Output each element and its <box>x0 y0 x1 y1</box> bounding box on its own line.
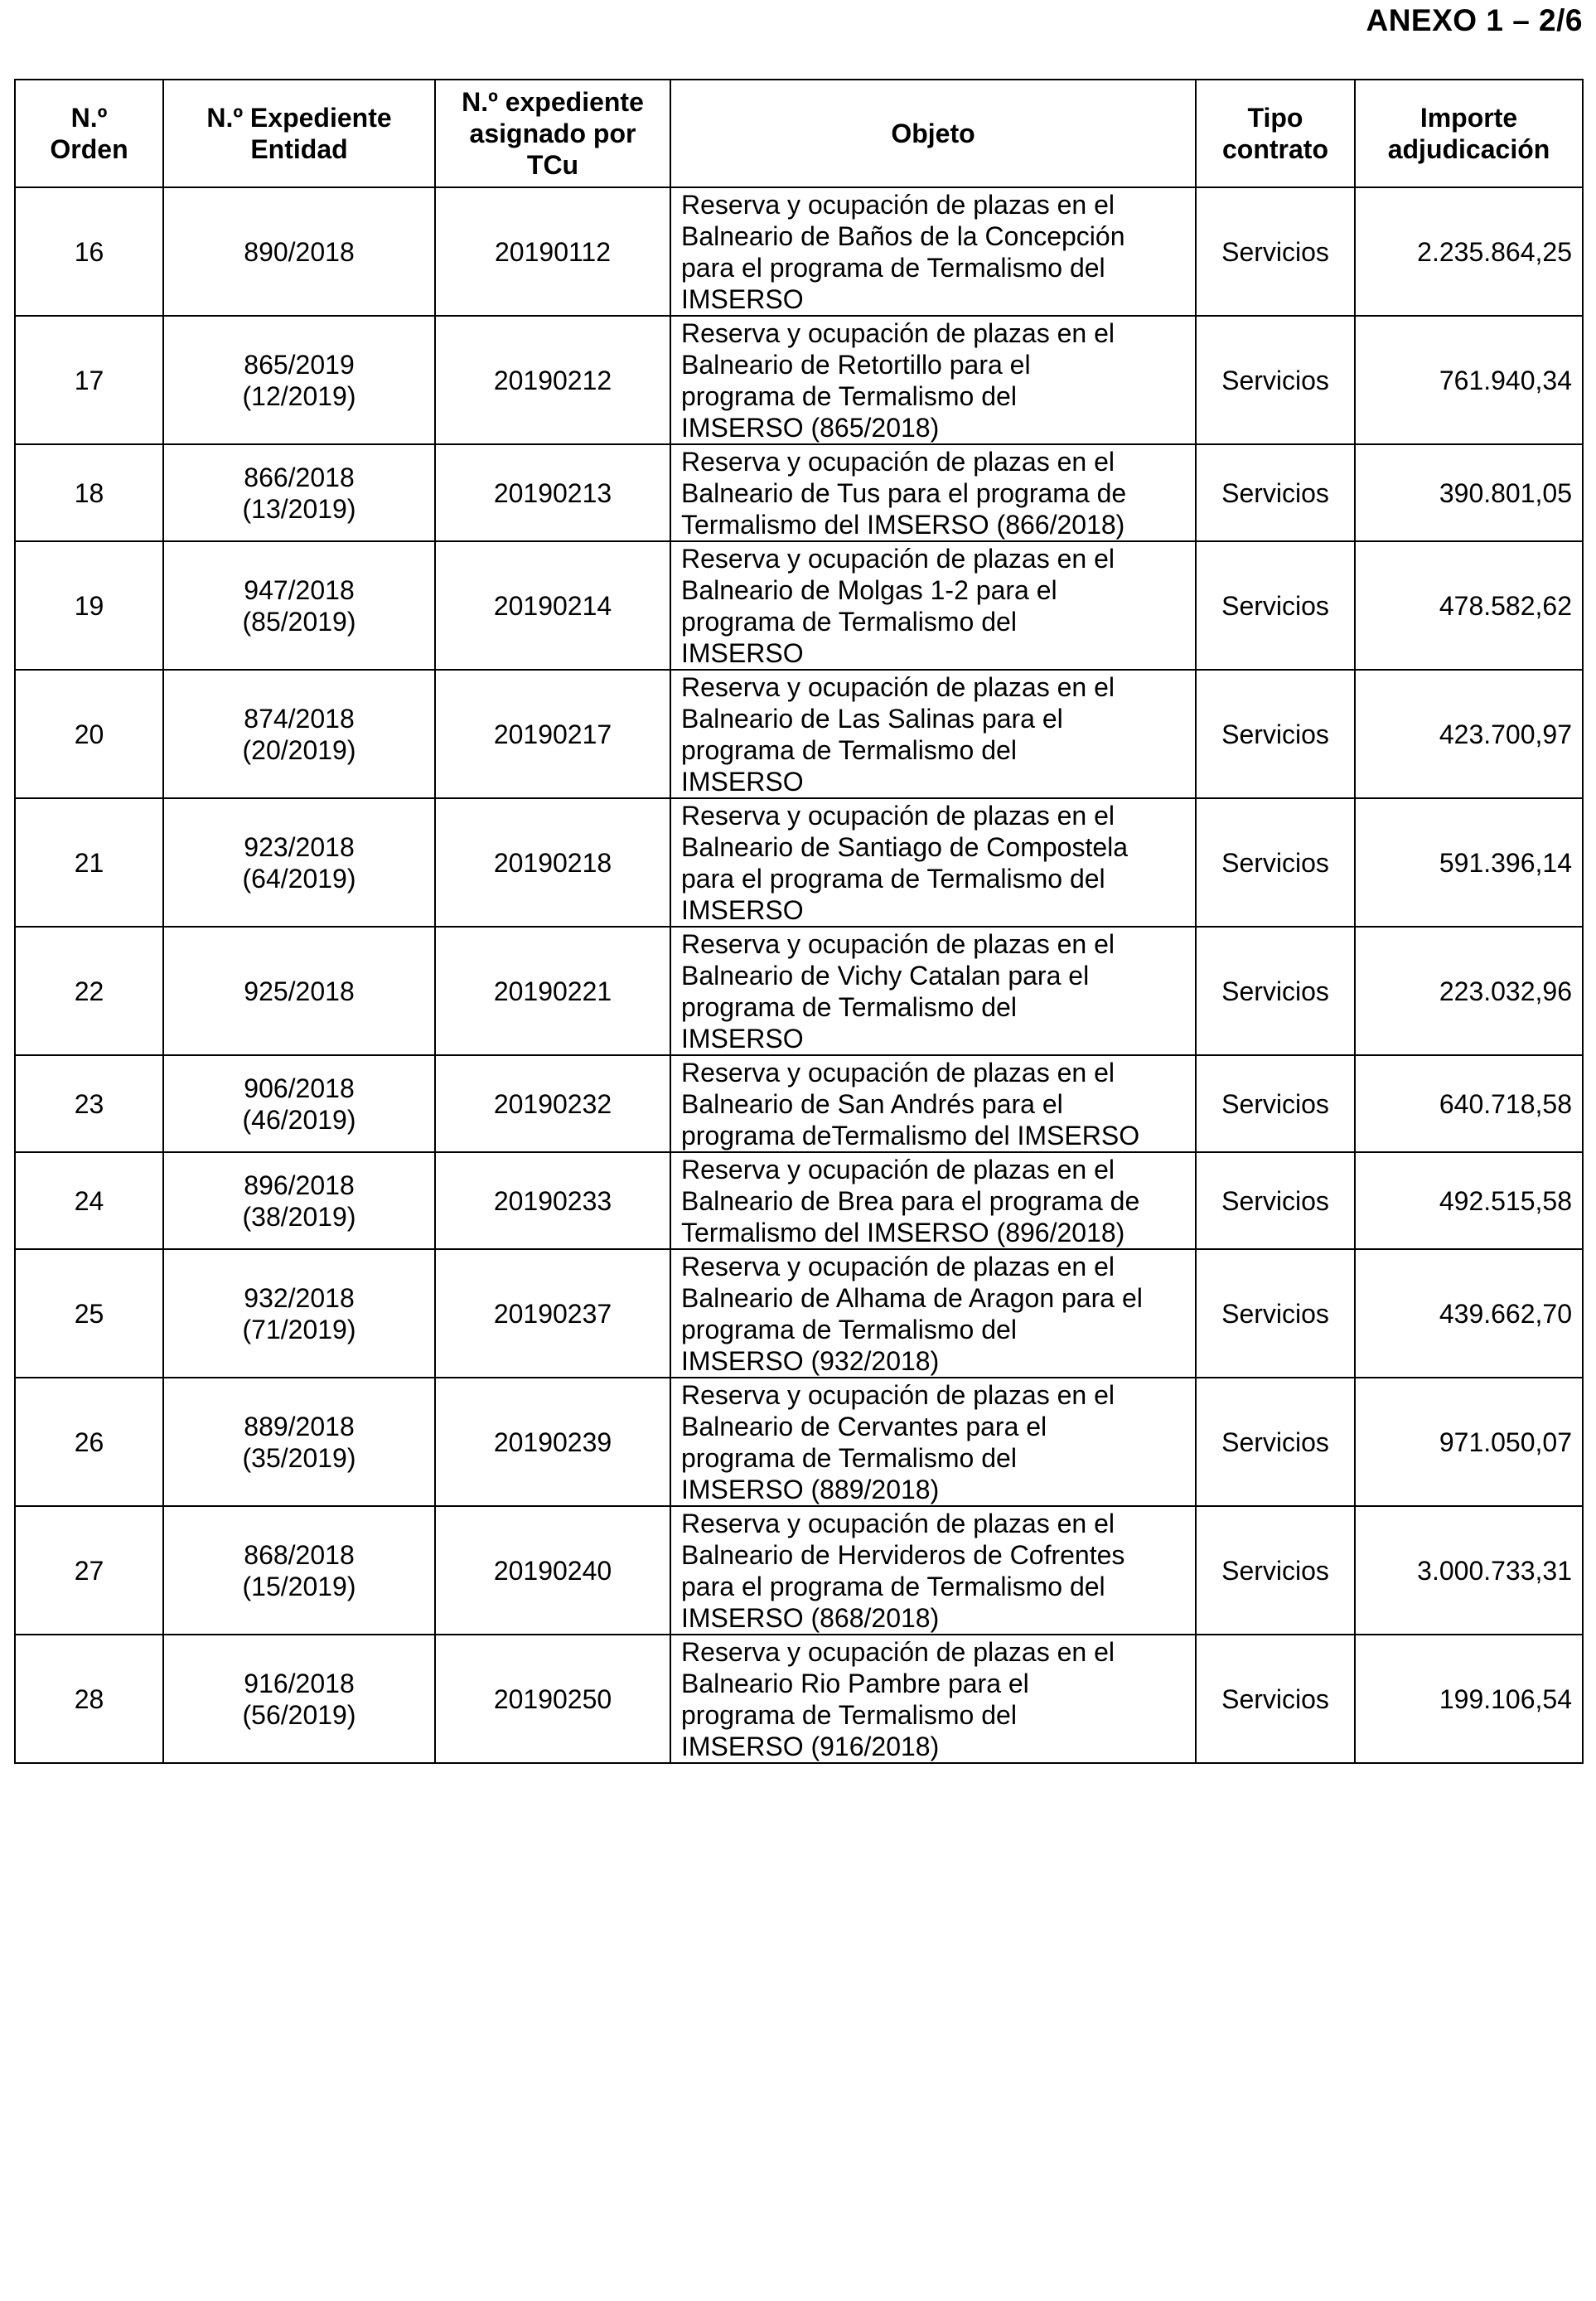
col-header-expediente: N.º Expediente Entidad <box>163 80 435 187</box>
contracts-table <box>14 79 1584 1764</box>
cell-importe: 971.050,07 <box>1355 1378 1583 1506</box>
cell-expediente: 866/2018 (13/2019) <box>163 444 435 541</box>
cell-expediente: 932/2018 (71/2019) <box>163 1249 435 1378</box>
cell-tcu: 20190239 <box>435 1378 670 1506</box>
cell-expediente: 896/2018 (38/2019) <box>163 1152 435 1249</box>
cell-importe: 492.515,58 <box>1355 1152 1583 1249</box>
cell-tipo: Servicios <box>1196 541 1355 670</box>
cell-orden: 25 <box>15 1249 163 1378</box>
cell-expediente: 925/2018 <box>163 927 435 1055</box>
table-row <box>15 444 1583 541</box>
table-header-row <box>15 80 1583 187</box>
cell-tcu: 20190237 <box>435 1249 670 1378</box>
table-row <box>15 670 1583 798</box>
cell-tipo: Servicios <box>1196 187 1355 316</box>
cell-objeto: Reserva y ocupación de plazas en el Balneario de Brea para el programa de Termalismo del IMSERSO (896/2018) <box>670 1152 1196 1249</box>
cell-tcu: 20190218 <box>435 798 670 927</box>
cell-orden: 18 <box>15 444 163 541</box>
cell-tcu: 20190221 <box>435 927 670 1055</box>
cell-tipo: Servicios <box>1196 1506 1355 1635</box>
cell-objeto: Reserva y ocupación de plazas en el Balneario de San Andrés para el programa deTermalismo del IMSERSO <box>670 1055 1196 1152</box>
col-header-tcu: N.º expediente asignado por TCu <box>435 80 670 187</box>
table-row <box>15 1635 1583 1763</box>
cell-tipo: Servicios <box>1196 1635 1355 1763</box>
cell-orden: 21 <box>15 798 163 927</box>
cell-importe: 423.700,97 <box>1355 670 1583 798</box>
col-header-importe: Importe adjudicación <box>1355 80 1583 187</box>
cell-orden: 24 <box>15 1152 163 1249</box>
cell-tipo: Servicios <box>1196 1152 1355 1249</box>
cell-expediente: 889/2018 (35/2019) <box>163 1378 435 1506</box>
cell-tcu: 20190213 <box>435 444 670 541</box>
cell-objeto: Reserva y ocupación de plazas en el Balneario de Molgas 1-2 para el programa de Termalismo del IMSERSO <box>670 541 1196 670</box>
cell-orden: 17 <box>15 316 163 444</box>
cell-objeto: Reserva y ocupación de plazas en el Balneario de Cervantes para el programa de Termalismo del IMSERSO (889/2018) <box>670 1378 1196 1506</box>
cell-objeto: Reserva y ocupación de plazas en el Balneario de Tus para el programa de Termalismo del IMSERSO (866/2018) <box>670 444 1196 541</box>
cell-tcu: 20190112 <box>435 187 670 316</box>
cell-tcu: 20190217 <box>435 670 670 798</box>
cell-expediente: 868/2018 (15/2019) <box>163 1506 435 1635</box>
cell-tcu: 20190233 <box>435 1152 670 1249</box>
cell-importe: 223.032,96 <box>1355 927 1583 1055</box>
cell-expediente: 916/2018 (56/2019) <box>163 1635 435 1763</box>
annex-page-label: ANEXO 1 – 2/6 <box>1366 3 1583 37</box>
cell-orden: 26 <box>15 1378 163 1506</box>
cell-expediente: 874/2018 (20/2019) <box>163 670 435 798</box>
table-row <box>15 927 1583 1055</box>
table-row <box>15 1378 1583 1506</box>
col-header-tipo: Tipo contrato <box>1196 80 1355 187</box>
cell-tipo: Servicios <box>1196 1055 1355 1152</box>
table-row <box>15 1506 1583 1635</box>
cell-importe: 478.582,62 <box>1355 541 1583 670</box>
cell-orden: 27 <box>15 1506 163 1635</box>
col-header-orden: N.º Orden <box>15 80 163 187</box>
table-row <box>15 187 1583 316</box>
cell-expediente: 865/2019 (12/2019) <box>163 316 435 444</box>
cell-tipo: Servicios <box>1196 670 1355 798</box>
table-row <box>15 1055 1583 1152</box>
cell-orden: 19 <box>15 541 163 670</box>
cell-objeto: Reserva y ocupación de plazas en el Balneario de Alhama de Aragon para el programa de Termalismo del IMSERSO (932/2018) <box>670 1249 1196 1378</box>
cell-orden: 22 <box>15 927 163 1055</box>
cell-orden: 28 <box>15 1635 163 1763</box>
cell-tcu: 20190240 <box>435 1506 670 1635</box>
table-row <box>15 541 1583 670</box>
cell-importe: 2.235.864,25 <box>1355 187 1583 316</box>
cell-orden: 16 <box>15 187 163 316</box>
cell-tcu: 20190232 <box>435 1055 670 1152</box>
cell-orden: 23 <box>15 1055 163 1152</box>
cell-expediente: 890/2018 <box>163 187 435 316</box>
cell-tipo: Servicios <box>1196 1249 1355 1378</box>
cell-tcu: 20190212 <box>435 316 670 444</box>
cell-tcu: 20190214 <box>435 541 670 670</box>
cell-tipo: Servicios <box>1196 316 1355 444</box>
cell-expediente: 906/2018 (46/2019) <box>163 1055 435 1152</box>
cell-importe: 3.000.733,31 <box>1355 1506 1583 1635</box>
table-row <box>15 1249 1583 1378</box>
cell-importe: 390.801,05 <box>1355 444 1583 541</box>
cell-objeto: Reserva y ocupación de plazas en el Balneario de Hervideros de Cofrentes para el programa de Termalismo del IMSERSO (868/2018) <box>670 1506 1196 1635</box>
cell-objeto: Reserva y ocupación de plazas en el Balneario de Santiago de Compostela para el programa de Termalismo del IMSERSO <box>670 798 1196 927</box>
cell-tipo: Servicios <box>1196 444 1355 541</box>
cell-importe: 439.662,70 <box>1355 1249 1583 1378</box>
cell-tipo: Servicios <box>1196 798 1355 927</box>
col-header-objeto: Objeto <box>670 80 1196 187</box>
cell-objeto: Reserva y ocupación de plazas en el Balneario de Vichy Catalan para el programa de Termalismo del IMSERSO <box>670 927 1196 1055</box>
cell-importe: 591.396,14 <box>1355 798 1583 927</box>
cell-objeto: Reserva y ocupación de plazas en el Balneario Rio Pambre para el programa de Termalismo del IMSERSO (916/2018) <box>670 1635 1196 1763</box>
cell-objeto: Reserva y ocupación de plazas en el Balneario de Las Salinas para el programa de Termalismo del IMSERSO <box>670 670 1196 798</box>
cell-importe: 640.718,58 <box>1355 1055 1583 1152</box>
cell-orden: 20 <box>15 670 163 798</box>
cell-expediente: 923/2018 (64/2019) <box>163 798 435 927</box>
table-row <box>15 1152 1583 1249</box>
cell-tipo: Servicios <box>1196 1378 1355 1506</box>
cell-importe: 199.106,54 <box>1355 1635 1583 1763</box>
cell-tipo: Servicios <box>1196 927 1355 1055</box>
cell-importe: 761.940,34 <box>1355 316 1583 444</box>
cell-tcu: 20190250 <box>435 1635 670 1763</box>
cell-objeto: Reserva y ocupación de plazas en el Balneario de Baños de la Concepción para el programa de Termalismo del IMSERSO <box>670 187 1196 316</box>
table-row <box>15 316 1583 444</box>
table-row <box>15 798 1583 927</box>
cell-expediente: 947/2018 (85/2019) <box>163 541 435 670</box>
cell-objeto: Reserva y ocupación de plazas en el Balneario de Retortillo para el programa de Termalismo del IMSERSO (865/2018) <box>670 316 1196 444</box>
